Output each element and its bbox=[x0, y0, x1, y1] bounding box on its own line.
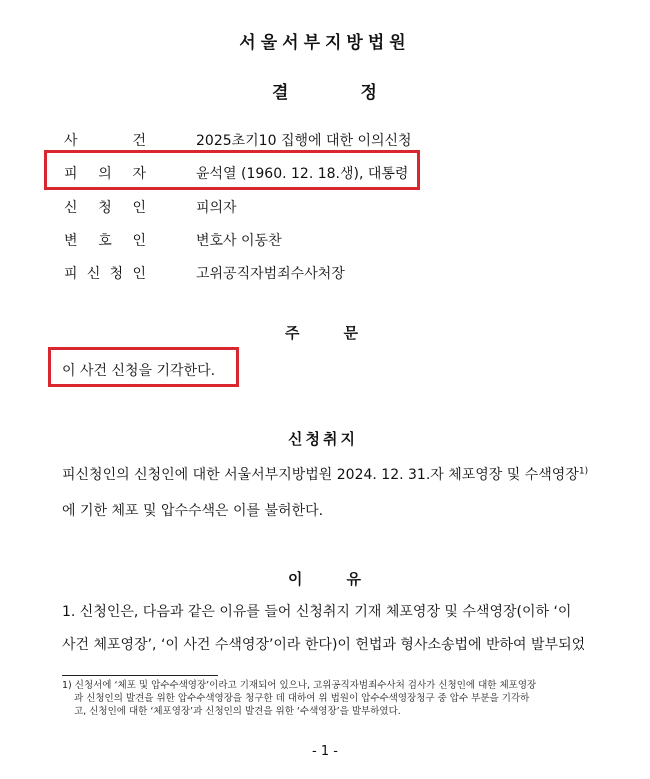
case-label bbox=[64, 130, 174, 150]
footnote-ref: 1) bbox=[578, 466, 589, 477]
label-char: 인 bbox=[132, 266, 146, 282]
order-highlight-box bbox=[48, 347, 239, 387]
applicant-value: 피의자 bbox=[196, 200, 237, 216]
footnote-divider bbox=[62, 675, 218, 676]
document-title bbox=[272, 78, 377, 103]
order-heading bbox=[285, 322, 358, 343]
label-char: 자 bbox=[132, 166, 146, 182]
reason-line-2: 사건 체포영장’, ‘이 사건 수색영장’이라 한다)이 헌법과 형사소송법에 반하여 발부되었 bbox=[62, 637, 586, 653]
document-title-char: 정 bbox=[360, 83, 377, 103]
attorney-label bbox=[64, 230, 174, 250]
case-value: 2025초기10 집행에 대한 이의신청 bbox=[196, 133, 412, 149]
label-char: 사 bbox=[64, 133, 78, 149]
label-char: 청 bbox=[98, 200, 112, 216]
label-char: 호 bbox=[98, 233, 112, 249]
label-char: 청 bbox=[109, 266, 124, 282]
purpose-line-1 bbox=[62, 464, 588, 484]
label-char: 피 bbox=[64, 166, 78, 182]
footnote-line-2: 과 신청인의 발견을 위한 압수수색영장을 청구한 데 대하여 위 법원이 압수수색영장청구 중 압수 부분을 기각하 bbox=[74, 693, 530, 704]
document-title-char: 결 bbox=[272, 83, 289, 103]
respondent-value: 고위공직자범죄수사처장 bbox=[196, 266, 345, 282]
purpose-text: 피신청인의 신청인에 대한 서울서부지방법원 2024. 12. 31.자 체포영장 및 수색영장 bbox=[62, 467, 579, 483]
order-text: 이 사건 신청을 기각한다. bbox=[62, 363, 216, 379]
label-char: 인 bbox=[132, 200, 146, 216]
label-char: 신 bbox=[64, 200, 78, 216]
label-char: 신 bbox=[86, 266, 101, 282]
purpose-line-2: 에 기한 체포 및 압수수색은 이를 불허한다. bbox=[62, 503, 324, 519]
label-char: 변 bbox=[64, 233, 78, 249]
page-number: - 1 - bbox=[312, 744, 338, 759]
heading-char: 유 bbox=[346, 570, 361, 588]
label-char: 인 bbox=[132, 233, 146, 249]
label-char: 의 bbox=[98, 166, 112, 182]
footnote-line-3: 고, 신청인에 대한 ‘체포영장’과 신청인의 발견을 위한 ‘수색영장’을 발부하였다. bbox=[74, 706, 401, 717]
purpose-heading: 신청취지 bbox=[288, 430, 358, 448]
heading-char: 주 bbox=[285, 324, 300, 342]
label-char: 피 bbox=[64, 266, 78, 282]
suspect-value: 윤석열 (1960. 12. 18.생), 대통령 bbox=[196, 166, 409, 182]
respondent-label bbox=[64, 263, 174, 283]
heading-char: 문 bbox=[343, 324, 358, 342]
court-name: 서울서부지방법원 bbox=[239, 33, 411, 53]
heading-char: 이 bbox=[288, 570, 303, 588]
footnote-line-1: 1) 신청서에 ‘체포 및 압수수색영장’이라고 기재되어 있으나, 고위공직자범죄수사처 검사가 신청인에 대한 체포영장 bbox=[62, 680, 537, 691]
label-char: 건 bbox=[132, 133, 146, 149]
applicant-label bbox=[64, 197, 174, 217]
reason-line-1: 1. 신청인은, 다음과 같은 이유를 들어 신청취지 기재 체포영장 및 수색영장(이하 ‘이 bbox=[62, 604, 572, 620]
suspect-highlight-box bbox=[44, 150, 420, 190]
attorney-value: 변호사 이동찬 bbox=[196, 233, 282, 249]
reason-heading bbox=[288, 568, 361, 589]
